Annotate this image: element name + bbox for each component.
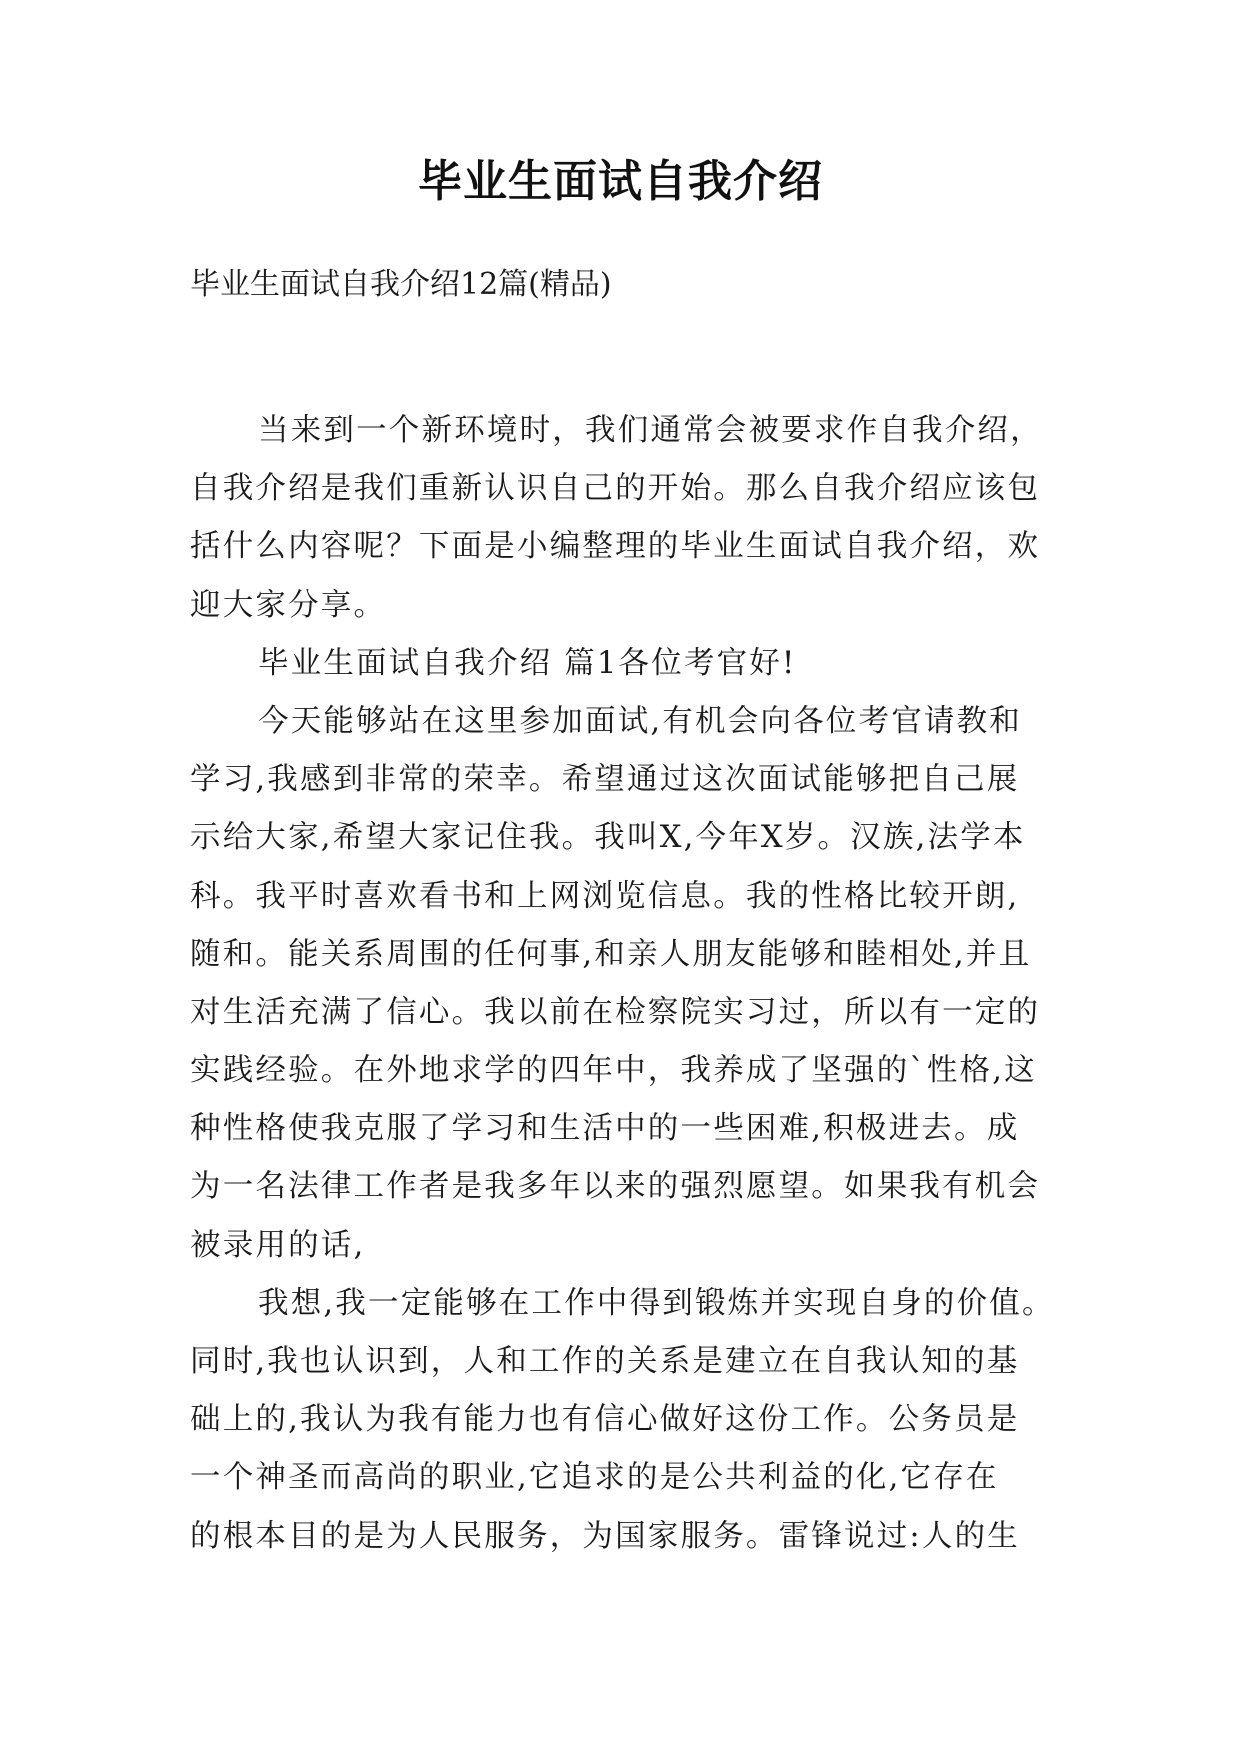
paragraph-line: 对生活充满了信心。我以前在检察院实习过，所以有一定的 — [190, 994, 1041, 1030]
paragraph-line: 当来到一个新环境时，我们通常会被要求作自我介绍， — [258, 413, 1043, 448]
paragraph-line: 今天能够站在这里参加面试,有机会向各位考官请教和 — [258, 703, 1022, 739]
document-body — [190, 402, 1070, 1566]
paragraph-line: 一个神圣而高尚的职业,它追求的是公共利益的化,它存在 — [190, 1460, 999, 1496]
paragraph-line: 同时,我也认识到，人和工作的关系是建立在自我认知的基 — [190, 1344, 1020, 1379]
paragraph-line: 实践经验。在外地求学的四年中，我养成了坚强的`性格,这 — [190, 1053, 1037, 1089]
paragraph-line: 为一名法律工作者是我多年以来的强烈愿望。如果我有机会 — [190, 1169, 1041, 1205]
paragraph-line: 的根本目的是为人民服务，为国家服务。雷锋说过:人的生 — [190, 1518, 1020, 1554]
paragraph-line: 础上的,我认为我有能力也有信心做好这份工作。公务员是 — [190, 1402, 1020, 1438]
paragraph-line: 示给大家,希望大家记住我。我叫X,今年X岁。汉族,法学本 — [190, 820, 1026, 856]
paragraph-line: 随和。能关系周围的任何事,和亲人朋友能够和睦相处,并且 — [190, 936, 1032, 972]
paragraph-line: 科。我平时喜欢看书和上网浏览信息。我的性格比较开朗, — [190, 878, 1020, 914]
paragraph-line: 括什么内容呢？下面是小编整理的毕业生面试自我介绍，欢 — [190, 529, 1041, 565]
paragraph-line: 被录用的话, — [190, 1227, 366, 1263]
paragraph-line: 学习,我感到非常的荣幸。希望通过这次面试能够把自己展 — [190, 762, 1020, 798]
paragraph-line: 自我介绍是我们重新认识自己的开始。那么自我介绍应该包 — [190, 471, 1041, 507]
paragraph-line: 种性格使我克服了学习和生活中的一些困难,积极进去。成 — [190, 1111, 1020, 1147]
paragraph-line: 迎大家分享。 — [190, 587, 387, 623]
section-heading-line: 毕业生面试自我介绍 篇1各位考官好! — [258, 645, 797, 681]
document-title: 毕业生面试自我介绍 — [418, 156, 823, 207]
document-subtitle: 毕业生面试自我介绍12篇(精品) — [190, 267, 612, 302]
paragraph-line: 我想,我一定能够在工作中得到锻炼并实现自身的价值。 — [258, 1285, 1055, 1321]
